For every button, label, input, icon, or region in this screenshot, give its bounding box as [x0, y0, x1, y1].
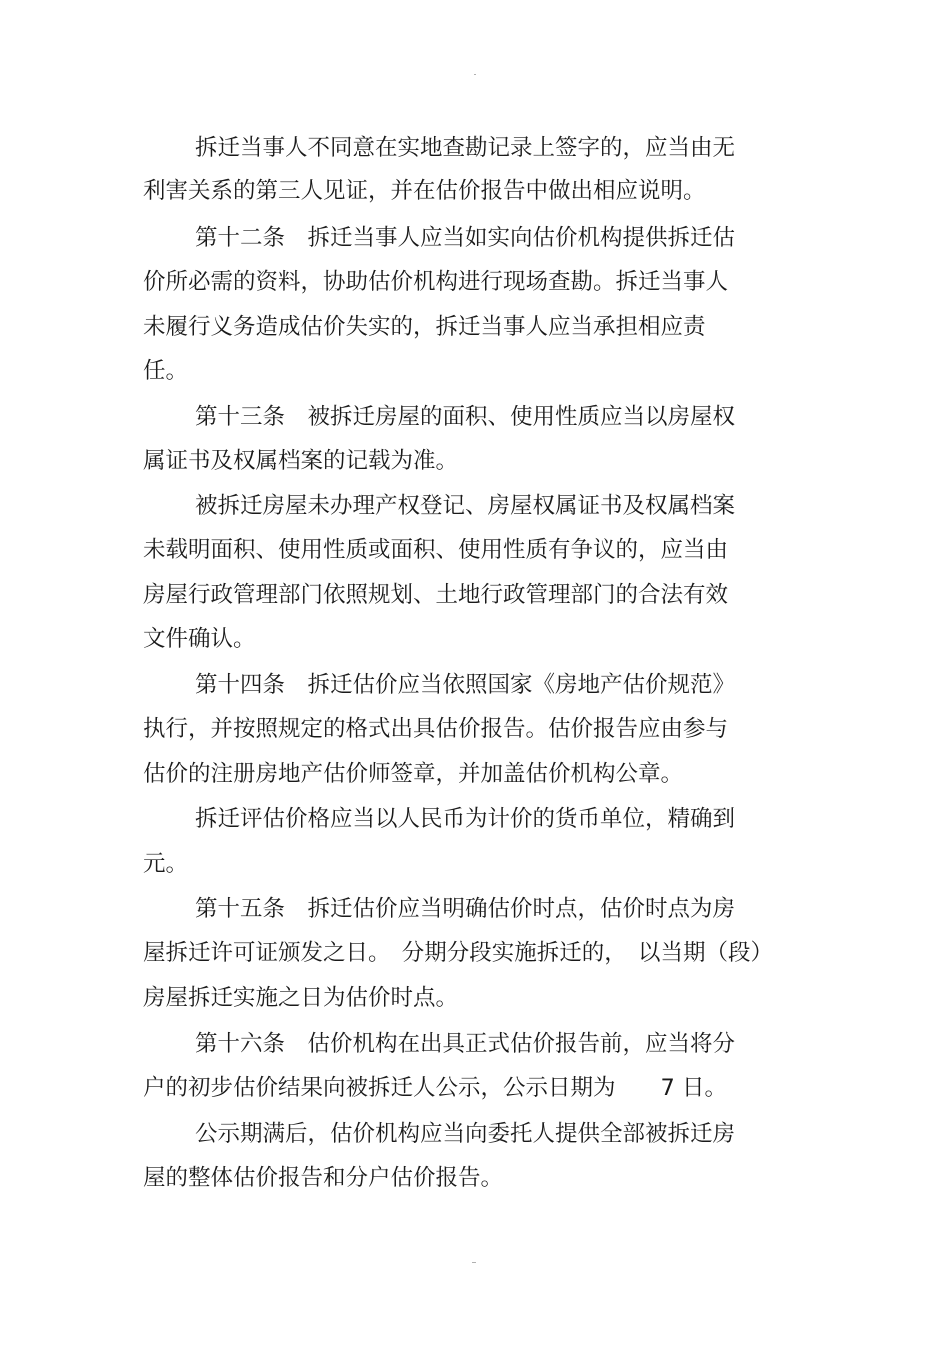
text-line: 文件确认。 — [143, 626, 256, 652]
text-line: 未载明面积、使用性质或面积、使用性质有争议的，应当由 — [143, 537, 729, 563]
text-line: 第十四条 拆迁估价应当依照国家《房地产估价规范》 — [195, 672, 736, 698]
text-line: 户的初步估价结果向被拆迁人公示，公示日期为 7 日。 — [143, 1075, 727, 1101]
bottom-page-mark — [472, 1262, 476, 1263]
text-line: 屋的整体估价报告和分户估价报告。 — [143, 1165, 504, 1191]
top-page-mark — [474, 74, 476, 75]
text-line: 第十五条 拆迁估价应当明确估价时点，估价时点为房 — [195, 896, 736, 922]
text-line: 拆迁当事人不同意在实地查勘记录上签字的，应当由无 — [195, 135, 736, 161]
text-line: 未履行义务造成估价失实的，拆迁当事人应当承担相应责 — [143, 314, 706, 340]
text-line: 任。 — [143, 358, 189, 384]
text-line: 执行，并按照规定的格式出具估价报告。估价报告应由参与 — [143, 716, 729, 742]
text-line: 屋拆迁许可证颁发之日。 分期分段实施拆迁的， 以当期（段） — [143, 940, 774, 966]
text-line: 房屋行政管理部门依照规划、土地行政管理部门的合法有效 — [143, 582, 729, 608]
text-line: 房屋拆迁实施之日为估价时点。 — [143, 985, 459, 1011]
text-line: 价所必需的资料，协助估价机构进行现场查勘。拆迁当事人 — [143, 269, 729, 295]
text-line: 公示期满后，估价机构应当向委托人提供全部被拆迁房 — [195, 1121, 736, 1147]
text-line: 属证书及权属档案的记载为准。 — [143, 448, 459, 474]
text-line: 拆迁评估价格应当以人民币为计价的货币单位，精确到 — [195, 806, 736, 832]
text-line: 元。 — [143, 851, 189, 877]
text-line: 估价的注册房地产估价师签章，并加盖估价机构公章。 — [143, 761, 684, 787]
text-line: 被拆迁房屋未办理产权登记、房屋权属证书及权属档案 — [195, 493, 736, 519]
text-line: 第十三条 被拆迁房屋的面积、使用性质应当以房屋权 — [195, 404, 736, 430]
text-line: 利害关系的第三人见证，并在估价报告中做出相应说明。 — [143, 178, 706, 204]
text-line: 第十二条 拆迁当事人应当如实向估价机构提供拆迁估 — [195, 225, 736, 251]
text-line: 第十六条 估价机构在出具正式估价报告前，应当将分 — [195, 1031, 736, 1057]
